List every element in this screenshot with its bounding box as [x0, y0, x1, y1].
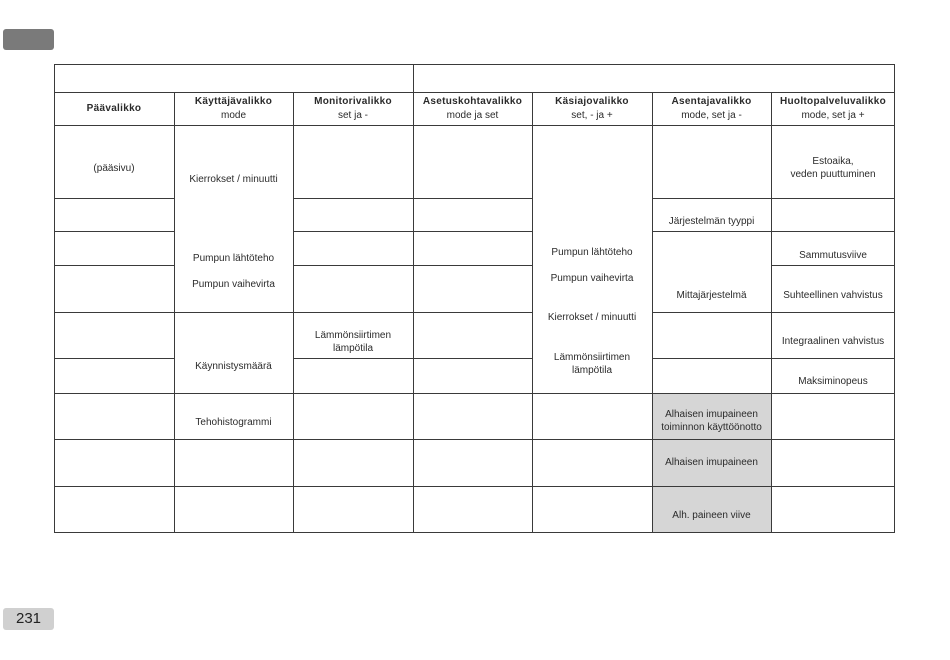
- manual-menu-phase-current: Pumpun vaihevirta: [550, 273, 634, 284]
- service-menu-shutdown-delay: Sammutusviive: [799, 250, 867, 261]
- installer-menu-low-pressure-delay: Alh. paineen viive: [672, 510, 751, 521]
- manual-menu-output-power: Pumpun lähtöteho: [551, 247, 633, 258]
- text-line: Lämmönsiirtimen: [314, 330, 392, 341]
- monitor-menu-heat-exchanger-temp: [293, 329, 413, 355]
- service-menu-integral-gain: Integraalinen vahvistus: [781, 336, 885, 347]
- header-paavalikko: Päävalikko: [86, 103, 142, 114]
- manual-menu-heat-exchanger-temp: [532, 351, 652, 377]
- header-asetuskohtavalikko-keys: mode ja set: [446, 110, 499, 121]
- installer-menu-low-suction-enable: [652, 408, 771, 434]
- header-kasiajovalikko-keys: set, - ja +: [571, 110, 613, 121]
- service-menu-max-speed: Maksiminopeus: [798, 376, 868, 387]
- header-asetuskohtavalikko: Asetuskohtavalikko: [422, 96, 523, 107]
- page-number: 231: [3, 608, 54, 630]
- header-monitorivalikko-keys: set ja -: [337, 110, 368, 121]
- user-menu-phase-current: Pumpun vaihevirta: [192, 279, 275, 290]
- user-menu-output-power: Pumpun lähtöteho: [192, 253, 275, 264]
- user-menu-power-histogram: Tehohistogrammi: [195, 417, 272, 428]
- manual-menu-rpm: Kierrokset / minuutti: [547, 312, 637, 323]
- user-menu-rpm: Kierrokset / minuutti: [189, 174, 278, 185]
- header-kayttajavalikko-keys: mode: [220, 110, 246, 121]
- text-line: lämpötila: [332, 343, 374, 354]
- main-page-label: (pääsivu): [93, 163, 135, 174]
- installer-menu-low-suction-pressure: Alhaisen imupaineen: [665, 457, 758, 468]
- installer-menu-system-type: Järjestelmän tyyppi: [668, 216, 755, 227]
- header-huoltopalveluvalikko-keys: mode, set ja +: [801, 110, 865, 121]
- chapter-tab: [3, 29, 54, 50]
- header-huoltopalveluvalikko: Huoltopalveluvalikko: [779, 96, 887, 107]
- header-kasiajovalikko: Käsiajovalikko: [555, 96, 629, 107]
- header-monitorivalikko: Monitorivalikko: [314, 96, 392, 107]
- text-line: lämpötila: [571, 365, 613, 376]
- text-line: veden puuttuminen: [790, 169, 876, 180]
- header-asentajavalikko: Asentajavalikko: [671, 96, 752, 107]
- header-kayttajavalikko: Käyttäjävalikko: [194, 96, 273, 107]
- header-asentajavalikko-keys: mode, set ja -: [681, 110, 742, 121]
- text-line: Estoaika,: [812, 156, 854, 167]
- user-menu-start-count: Käynnistysmäärä: [195, 361, 272, 372]
- service-menu-proportional-gain: Suhteellinen vahvistus: [783, 290, 883, 301]
- installer-menu-measurement-system: Mittajärjestelmä: [676, 290, 747, 301]
- service-menu-blocking-time: [771, 155, 895, 181]
- text-line: Lämmönsiirtimen: [553, 352, 631, 363]
- text-line: Alhaisen imupaineen: [665, 409, 758, 420]
- menu-table: [54, 64, 895, 533]
- text-line: toiminnon käyttöönotto: [661, 422, 762, 433]
